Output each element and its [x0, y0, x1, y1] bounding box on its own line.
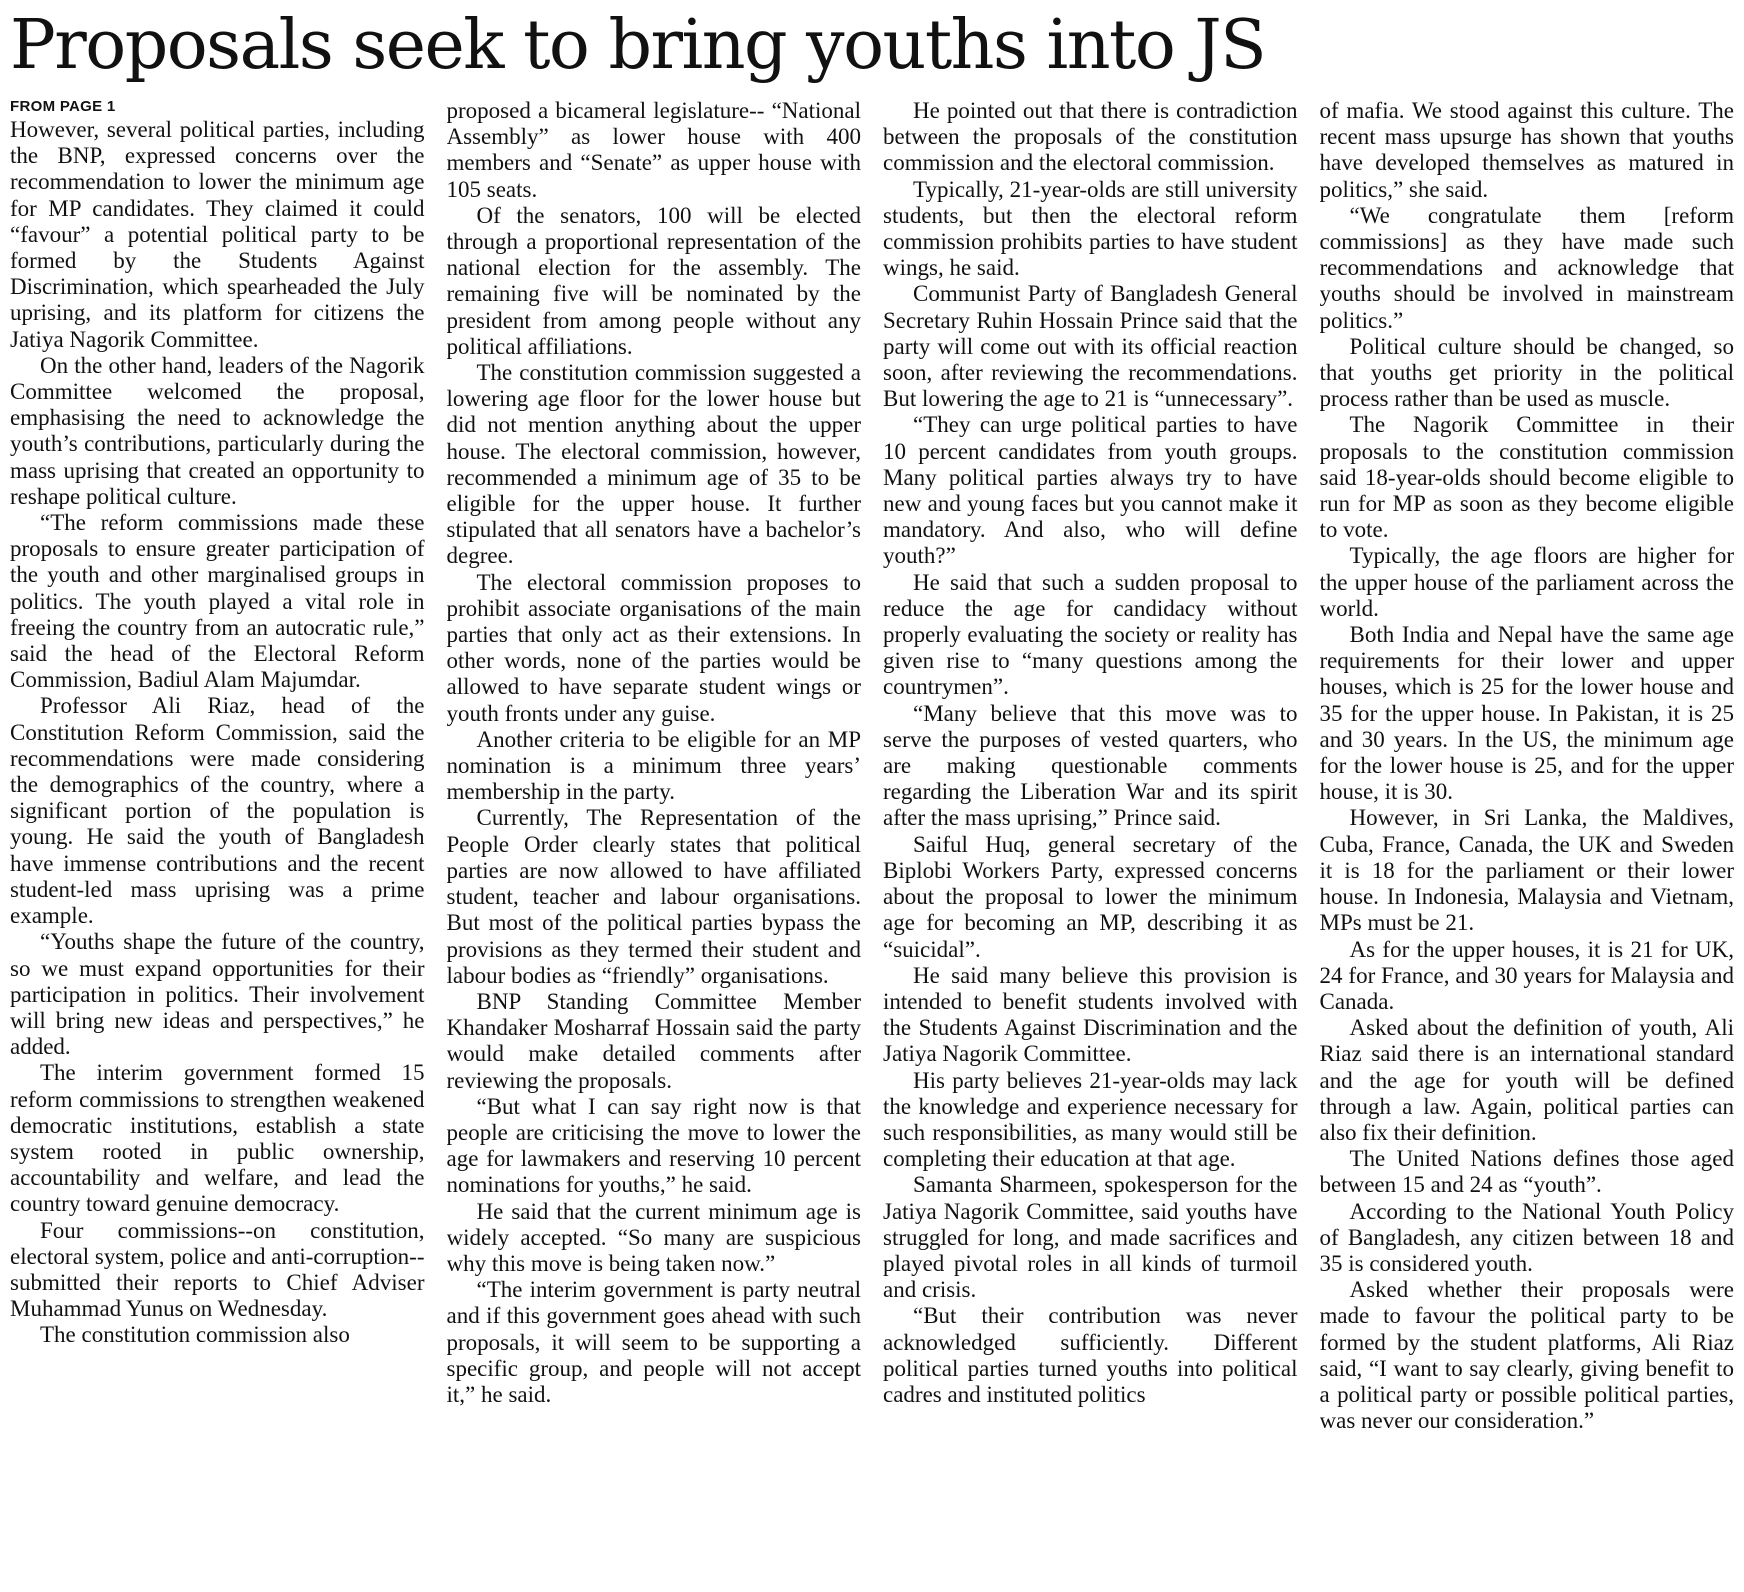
paragraph: The interim government formed 15 reform commissions to strengthen weakened democratic institutions, establish a state system rooted in public ownership, accountability and welfare, and lead the country toward genuine democracy.	[10, 1060, 425, 1217]
paragraph: Saiful Huq, general secretary of the Biplobi Workers Party, expressed concerns about the proposal to lower the minimum age for becoming an MP, describing it as “suicidal”.	[883, 831, 1298, 962]
paragraph: “Youths shape the future of the country, so we must expand opportunities for their participation in politics. Their involvement will bring new ideas and perspectives,” he added.	[10, 929, 425, 1060]
paragraph: He said that such a sudden proposal to reduce the age for candidacy without properly evaluating the society or reality has given rise to “many questions among the countrymen”.	[883, 569, 1298, 700]
paragraph: “But what I can say right now is that people are criticising the move to lower the age for lawmakers and reserving 10 percent nominations for youths,” he said.	[446, 1093, 861, 1198]
paragraph: Asked whether their proposals were made to favour the political party to be formed by the student platforms, Ali Riaz said, “I want to say clearly, giving benefit to a political party or possible political parties, was never our consideration.”	[1319, 1277, 1734, 1434]
paragraph: “We congratulate them [reform commissions] as they have made such recommendations and acknowledge that youths should be involved in mainstream politics.”	[1319, 202, 1734, 333]
paragraph: Of the senators, 100 will be elected through a proportional representation of the national election for the assembly. The remaining five will be nominated by the president from among people without any political affiliations.	[446, 202, 861, 359]
paragraph: “Many believe that this move was to serve the purposes of vested quarters, who are making questionable comments regarding the Liberation War and its spirit after the mass uprising,” Prince said.	[883, 700, 1298, 831]
paragraph: The United Nations defines those aged between 15 and 24 as “youth”.	[1319, 1146, 1734, 1198]
paragraph: of mafia. We stood against this culture. The recent mass upsurge has shown that youths have developed themselves as matured in politics,” she said.	[1319, 98, 1734, 202]
paragraph: On the other hand, leaders of the Nagorik Committee welcomed the proposal, emphasising the need to acknowledge the youth’s contributions, particularly during the mass uprising that created an opportunity to reshape political culture.	[10, 352, 425, 509]
paragraph: Communist Party of Bangladesh General Secretary Ruhin Hossain Prince said that the party will come out with its official reaction soon, after reviewing the recommendations. But lowering the age to 21 is “unnecessary”.	[883, 281, 1298, 412]
paragraph: His party believes 21-year-olds may lack the knowledge and experience necessary for such responsibilities, as many would still be completing their education at that age.	[883, 1067, 1298, 1172]
paragraph: The constitution commission suggested a lowering age floor for the lower house but did not mention anything about the upper house. The electoral commission, however, recommended a minimum age of 35 to be eligible for the upper house. It further stipulated that all senators have a bachelor’s degree.	[446, 360, 861, 569]
column-1	[10, 98, 425, 1588]
column-2	[447, 98, 862, 1588]
paragraph: Another criteria to be eligible for an MP nomination is a minimum three years’ membership in the party.	[446, 726, 861, 805]
paragraph: The electoral commission proposes to prohibit associate organisations of the main parties that only act as their extensions. In other words, none of the parties would be allowed to have separate student wings or youth fronts under any guise.	[446, 569, 861, 726]
paragraph: However, in Sri Lanka, the Maldives, Cuba, France, Canada, the UK and Sweden it is 18 for the parliament or their lower house. In Indonesia, Malaysia and Vietnam, MPs must be 21.	[1319, 805, 1734, 936]
article-body	[10, 98, 1734, 1588]
paragraph: Four commissions--on constitution, electoral system, police and anti-corruption--submitted their reports to Chief Adviser Muhammad Yunus on Wednesday.	[10, 1217, 425, 1322]
paragraph: “The reform commissions made these proposals to ensure greater participation of the youth and other marginalised groups in politics. The youth played a vital role in freeing the country from an autocratic rule,” said the head of the Electoral Reform Commission, Badiul Alam Majumdar.	[10, 510, 425, 693]
paragraph: proposed a bicameral legislature-- “National Assembly” as lower house with 400 members and “Senate” as upper house with 105 seats.	[446, 98, 861, 202]
paragraph: Typically, 21-year-olds are still university students, but then the electoral reform commission prohibits parties to have student wings, he said.	[883, 176, 1298, 281]
paragraph: Both India and Nepal have the same age requirements for their lower and upper houses, which is 25 for the lower house and 35 for the upper house. In Pakistan, it is 25 and 30 years. In the US, the minimum age for the lower house is 25, and for the upper house, it is 30.	[1319, 622, 1734, 805]
paragraph: “They can urge political parties to have 10 percent candidates from youth groups. Many political parties always try to have new and young faces but you cannot make it mandatory. And also, who will define youth?”	[883, 412, 1298, 569]
paragraph: Samanta Sharmeen, spokesperson for the Jatiya Nagorik Committee, said youths have struggled for long, and made sacrifices and played pivotal roles in all kinds of turmoil and crisis.	[883, 1172, 1298, 1303]
paragraph: The Nagorik Committee in their proposals to the constitution commission said 18-year-olds should become eligible to run for MP as soon as they become eligible to vote.	[1319, 412, 1734, 543]
paragraph: The constitution commission also	[40, 1322, 350, 1348]
paragraph: He pointed out that there is contradiction between the proposals of the constitution commission and the electoral commission.	[883, 98, 1298, 176]
paragraph: As for the upper houses, it is 21 for UK, 24 for France, and 30 years for Malaysia and Canada.	[1319, 936, 1734, 1014]
paragraph: According to the National Youth Policy of Bangladesh, any citizen between 18 and 35 is considered youth.	[1319, 1198, 1734, 1276]
paragraph: “The interim government is party neutral and if this government goes ahead with such proposals, it will seem to be supporting a specific group, and people will not accept it,” he said.	[446, 1277, 861, 1407]
paragraph: Typically, the age floors are higher for the upper house of the parliament across the world.	[1319, 543, 1734, 621]
paragraph: However, several political parties, including the BNP, expressed concerns over the recommendation to lower the minimum age for MP candidates. They claimed it could “favour” a potential political party to be formed by the Students Against Discrimination, which spearheaded the July uprising, and its platform for citizens the Jatiya Nagorik Committee.	[10, 117, 425, 352]
column-4	[1320, 98, 1735, 1588]
paragraph: “But their contribution was never acknowledged sufficiently. Different political parties turned youths into political cadres and instituted politics	[883, 1303, 1298, 1407]
paragraph: Asked about the definition of youth, Ali Riaz said there is an international standard and the age for youth will be defined through a law. Again, political parties can also fix their definition.	[1319, 1015, 1734, 1145]
paragraph: Currently, The Representation of the People Order clearly states that political parties are now allowed to have affiliated student, teacher and labour organisations. But most of the political parties bypass the provisions as they termed their student and labour bodies as “friendly” organisations.	[446, 805, 861, 988]
paragraph: He said many believe this provision is intended to benefit students involved with the Students Against Discrimination and the Jatiya Nagorik Committee.	[883, 962, 1298, 1067]
paragraph: BNP Standing Committee Member Khandaker Mosharraf Hossain said the party would make detailed comments after reviewing the proposals.	[446, 988, 861, 1093]
column-3	[883, 98, 1298, 1588]
paragraph: Professor Ali Riaz, head of the Constitution Reform Commission, said the recommendations were made considering the demographics of the country, where a significant portion of the population is young. He said the youth of Bangladesh have immense contributions and the recent student-led mass uprising was a prime example.	[10, 693, 425, 929]
kicker-from-page-1: FROM PAGE 1	[10, 98, 116, 115]
headline: Proposals seek to bring youths into JS	[10, 6, 1266, 85]
paragraph: He said that the current minimum age is widely accepted. “So many are suspicious why this move is being taken now.”	[446, 1198, 861, 1276]
paragraph: Political culture should be changed, so that youths get priority in the political process rather than be used as muscle.	[1319, 333, 1734, 412]
